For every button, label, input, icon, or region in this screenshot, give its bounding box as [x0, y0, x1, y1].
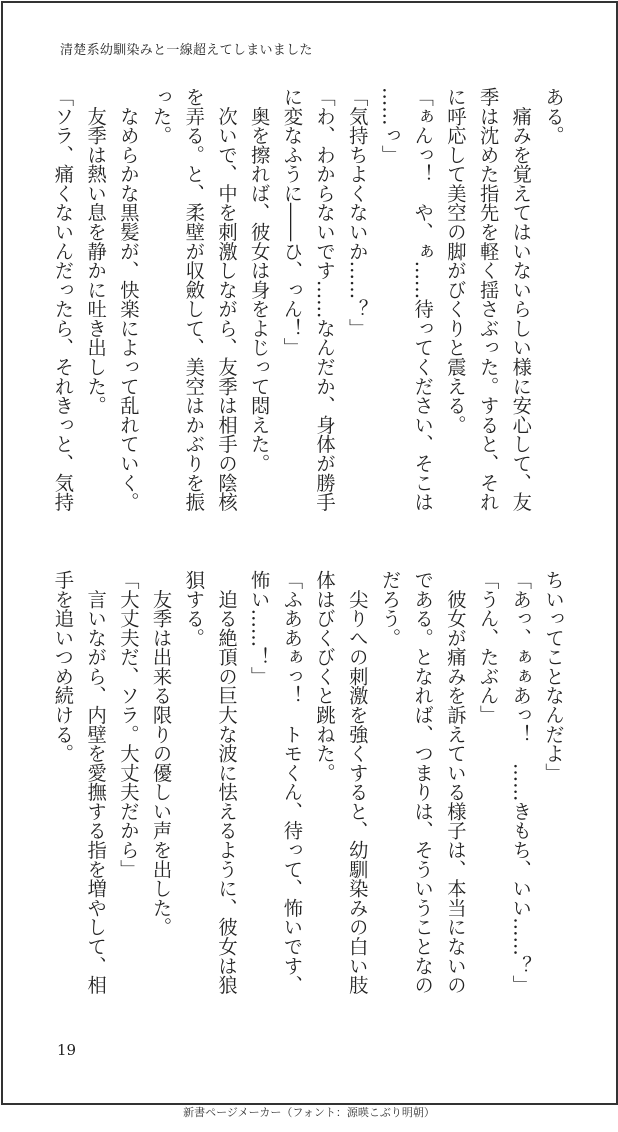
text-column: 「ソラ、痛くないんだったら、それきっと、気持: [51, 87, 75, 512]
text-column: 「ぁんっ！ や、ぁ……待ってください、そこは: [411, 87, 435, 512]
text-column: 次いで、中を刺激しながら、友季は相手の陰核: [214, 87, 238, 512]
text-column: 季は沈めた指先を軽く揺さぶった。すると、それ: [476, 87, 500, 512]
text-column: 奥を擦れば、彼女は身をよじって悶えた。: [247, 87, 271, 473]
text-column: に呼応して美空の脚がびくりと震える。: [443, 87, 467, 435]
text-column: なめらかな黒髪が、快楽によって乱れていく。: [116, 87, 140, 512]
text-column: 友季は熱い息を静かに吐き出した。: [84, 87, 108, 415]
text-column: だろう。: [378, 570, 402, 648]
text-column: である。となれば、つまりは、そういうことなの: [411, 570, 435, 995]
text-column: 「わ、わからないです……なんだか、身体が勝手: [313, 87, 337, 512]
text-column: 「ふああぁっ！ トモくん、待って、怖いです、: [280, 570, 304, 995]
text-column: 迫る絶頂の巨大な波に怯えるように、彼女は狼: [214, 570, 238, 995]
text-column: に変なふうに――ひ、っん！」: [280, 87, 304, 358]
text-column: 尖りへの刺激を強くすると、幼馴染みの白い肢: [345, 570, 369, 995]
page-title: 清楚系幼馴染みと一線超えてしまいました: [60, 43, 313, 58]
text-column: ある。: [542, 87, 565, 145]
footer-credit: 新書ページメーカー（フォント：源暎こぶり明朝）: [183, 1106, 435, 1119]
text-column: った。: [149, 87, 173, 145]
text-column: 手を追いつめ続ける。: [51, 570, 75, 763]
text-column: 彼女が痛みを訴えている様子は、本当にないの: [443, 570, 467, 995]
text-column: 「うん、たぶん」: [476, 570, 500, 725]
text-column: 「大丈夫だ、ソラ。大丈夫だから」: [116, 570, 140, 879]
text-column: 「気持ちよくないか……？」: [345, 87, 369, 338]
text-column: 体はびくびくと跳ねた。: [313, 570, 337, 783]
text-column: ちいってことなんだよ」: [542, 570, 565, 783]
text-column: を弄る。と、柔壁が収斂して、美空はかぶりを振: [182, 87, 206, 512]
text-column: 友季は出来る限りの優しい声を出した。: [149, 570, 173, 937]
text-column: 言いながら、内壁を愛撫する指を増やして、相: [84, 570, 108, 995]
text-column: 狽する。: [182, 570, 206, 648]
page-frame: [1, 1, 618, 1105]
text-column: 痛みを覚えてはいないらしい様に安心して、友: [509, 87, 533, 512]
text-column: 「あっ、ぁぁあっ！ ……きもち、いい……？」: [509, 570, 533, 995]
text-block-lower: [41, 570, 569, 1000]
text-column: 怖い……！」: [247, 570, 271, 686]
text-block-upper: [41, 87, 569, 517]
text-column: ……っ」: [378, 87, 402, 165]
page-number: 19: [57, 1041, 77, 1059]
